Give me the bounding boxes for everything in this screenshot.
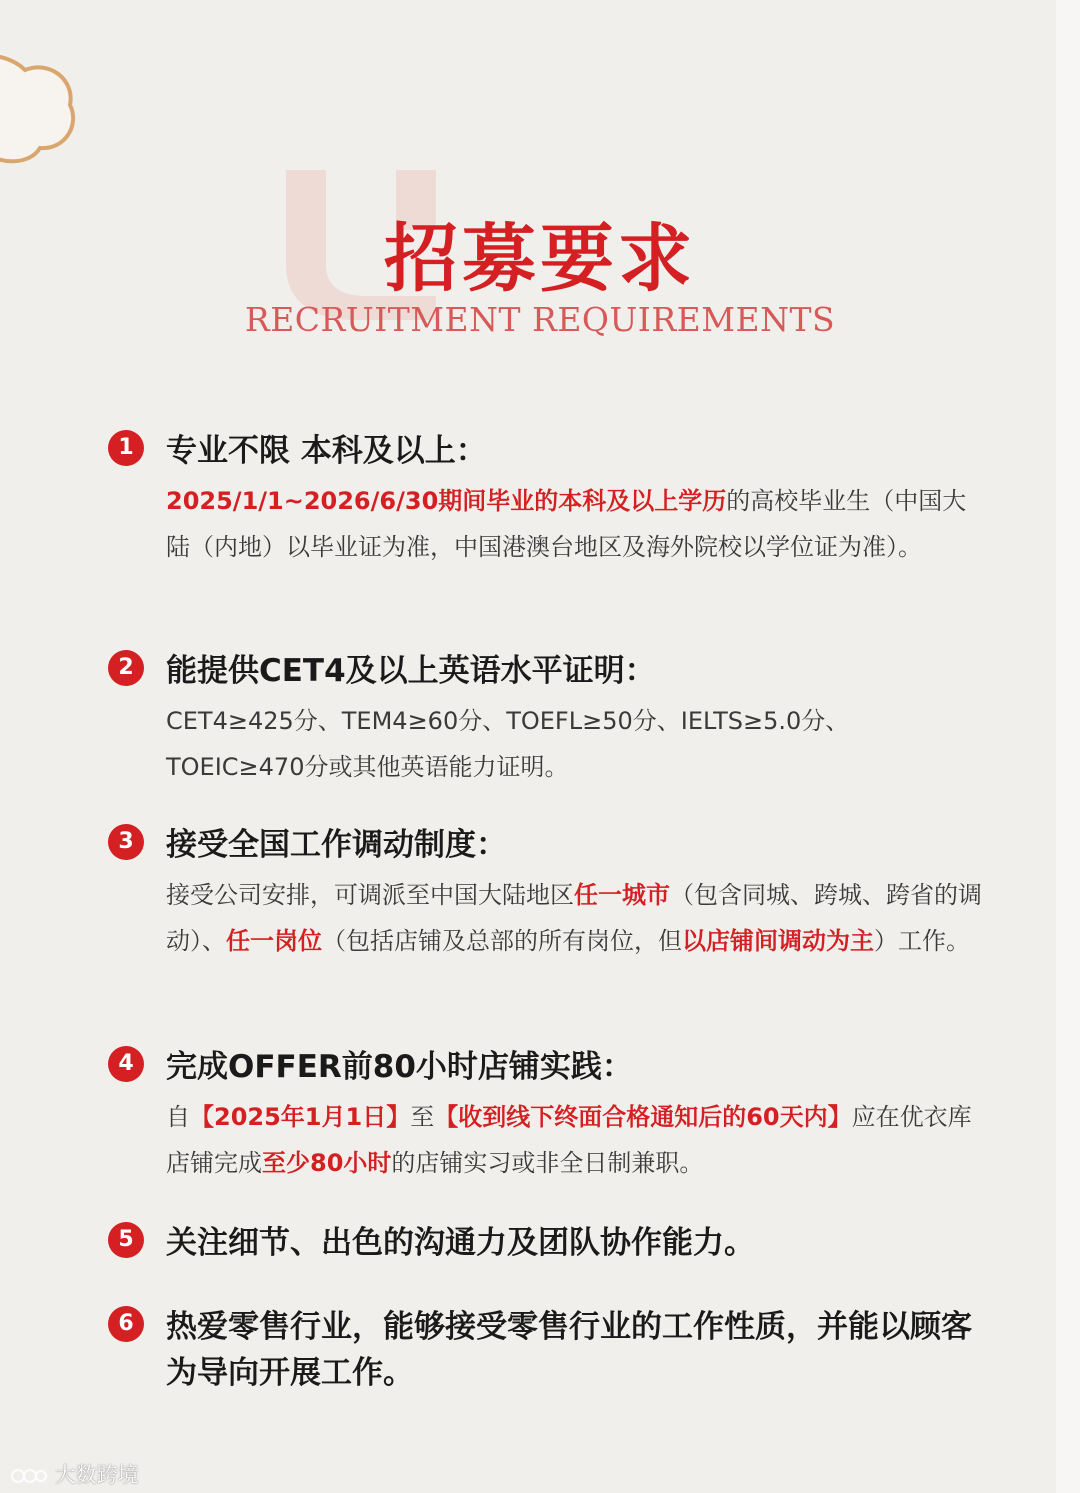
item-description — [166, 1094, 986, 1186]
requirement-item-5 — [108, 1220, 988, 1266]
item-number-badge: 5 — [108, 1222, 144, 1258]
page-title: 招募要求 — [384, 216, 696, 302]
item-number-badge: 6 — [108, 1306, 144, 1342]
logo-icon — [10, 1465, 48, 1487]
item-description — [166, 478, 986, 570]
text-segment: 应在优衣库店铺完成 — [166, 1103, 972, 1177]
item-heading: 热爱零售行业，能够接受零售行业的工作性质，并能以顾客为导向开展工作。 — [166, 1309, 972, 1391]
cloud-decoration-icon — [0, 40, 80, 170]
text-segment: CET4≥425分、TEM4≥60分、TOEFL≥50分、IELTS≥5.0分、TOEIC≥470分或其他英语能力证明。 — [166, 707, 850, 781]
requirement-item-1 — [108, 428, 988, 570]
text-segment: 接受公司安排，可调派至中国大陆地区 — [166, 881, 574, 909]
text-segment: （包括店铺及总部的所有岗位，但 — [322, 927, 682, 955]
title-block — [0, 160, 1080, 360]
text-segment: 的店铺实习或非全日制兼职。 — [391, 1149, 704, 1177]
text-segment: 的高校毕业生（中国大陆（内地）以毕业证为准，中国港澳台地区及海外院校以学位证为准）。 — [166, 487, 967, 561]
item-description — [166, 872, 986, 964]
page-subtitle: RECRUITMENT REQUIREMENTS — [244, 300, 836, 339]
text-segment: 【2025年1月1日】 — [190, 1103, 411, 1131]
item-description — [166, 698, 986, 790]
text-segment: 任一城市 — [574, 881, 670, 909]
requirement-item-4 — [108, 1044, 988, 1186]
text-segment: 自 — [166, 1103, 190, 1131]
text-segment: 以店铺间调动为主 — [682, 927, 874, 955]
item-number-badge: 3 — [108, 824, 144, 860]
item-heading: 完成OFFER前80小时店铺实践： — [166, 1049, 633, 1085]
text-segment: 【收到线下终面合格通知后的60天内】 — [434, 1103, 852, 1131]
item-number-badge: 2 — [108, 650, 144, 686]
text-segment: 至少80小时 — [262, 1149, 392, 1177]
text-segment: 至 — [410, 1103, 435, 1131]
text-segment: ）工作。 — [874, 927, 970, 955]
text-segment: 2025/1/1~2026/6/30期间毕业的本科及以上学历 — [166, 487, 727, 515]
watermark-text: 大数跨境 — [54, 1463, 139, 1487]
item-number-badge: 4 — [108, 1046, 144, 1082]
watermark — [10, 1459, 139, 1487]
text-segment: 任一岗位 — [226, 927, 322, 955]
item-heading: 关注细节、出色的沟通力及团队协作能力。 — [166, 1225, 755, 1261]
item-heading: 能提供CET4及以上英语水平证明： — [166, 653, 656, 689]
item-number-badge: 1 — [108, 430, 144, 466]
requirement-item-2 — [108, 648, 988, 790]
requirement-item-6 — [108, 1304, 988, 1396]
requirement-item-3 — [108, 822, 988, 964]
text-segment: （包含同城、跨城、跨省的调动）、 — [166, 881, 982, 955]
item-heading: 接受全国工作调动制度： — [166, 827, 507, 863]
item-heading: 专业不限 本科及以上： — [166, 433, 487, 469]
